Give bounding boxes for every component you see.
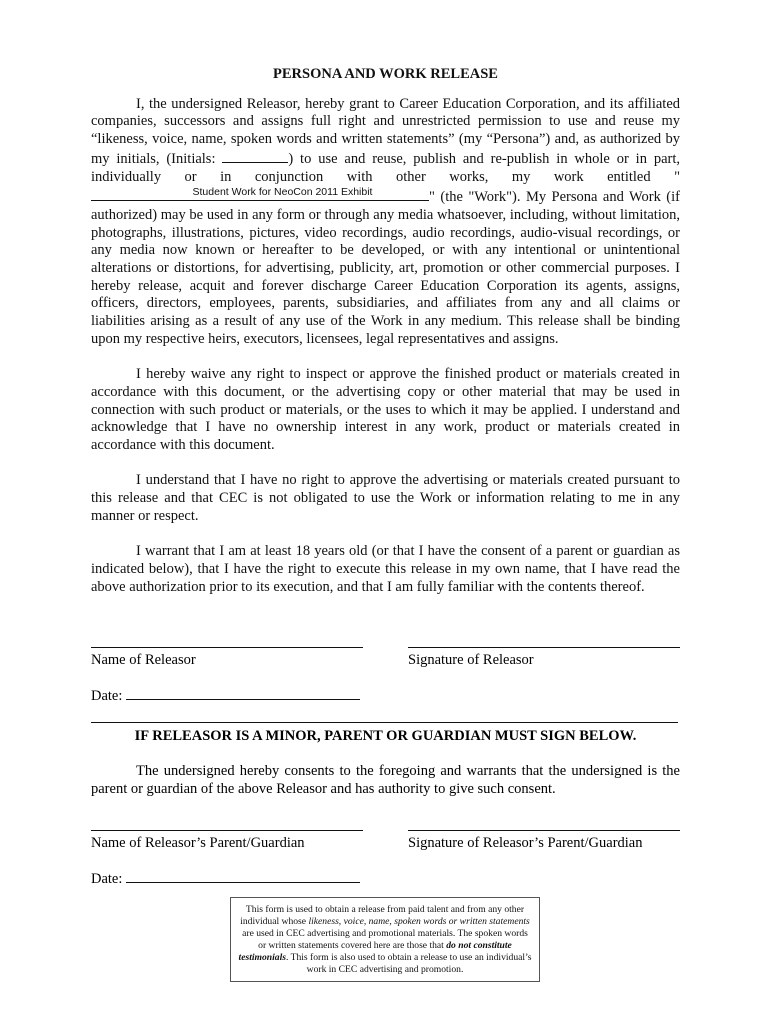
grant-text-1: I, the undersigned Releasor, hereby grant to Career Education Corporation, and its affiliated companies, successors and assigns full right and unrestricted permission to use and reuse my “likeness, voice, name, spoken words and written statements” (my “Persona”) and, as authorized by my initials, (Initials: bbox=[91, 95, 680, 167]
warranty-paragraph: I warrant that I am at least 18 years old (or that I have the consent of a parent or guardian as indicated below), that I have the right to execute this release in my own name, that I have read the above authorization prior to its execution, and that I am fully familiar with the contents thereof. bbox=[91, 543, 680, 595]
note-text-5: . This form is also used to obtain a release to use an individual’s work in CEC advertising and promotion. bbox=[285, 952, 532, 975]
section-divider bbox=[91, 722, 678, 723]
releasor-name-label: Name of Releasor bbox=[91, 652, 196, 668]
minor-heading: IF RELEASOR IS A MINOR, PARENT OR GUARDIAN MUST SIGN BELOW. bbox=[134, 728, 637, 744]
consent-paragraph: The undersigned hereby consents to the foregoing and warrants that the undersigned is the parent or guardian of the above Releasor and has authority to give such consent. bbox=[91, 763, 680, 797]
note-text-3: are used in CEC advertising and promotional materials. The spoken words or written statements covered here are those that bbox=[242, 928, 528, 951]
open-quote: " bbox=[674, 168, 680, 185]
note-text-4: do not constitute testimonials bbox=[238, 940, 512, 963]
releasor-signature-line[interactable] bbox=[408, 647, 680, 648]
guardian-name-line[interactable] bbox=[91, 830, 363, 831]
grant-text-3: " (the "Work"). My Persona and Work (if authorized) may be used in any form or through any media whatsoever, including, without limitation, photographs, illustrations, pictures, video recordings, audio recordings, audio-visual recordings, or any media now known or hereafter to be developed, or with any intentional or unintentional alterations or distortions, for advertising, publicity, art, promotion or other commercial purposes. I hereby release, acquit and forever discharge Career Education Corporation its agents, assigns, officers, directors, employees, parents, subsidiaries, and affiliates from any and all claims or liabilities arising as a result of any use of the Work in any medium. This release shall be binding upon my respective heirs, executors, licensees, legal representatives and assigns. bbox=[91, 189, 680, 347]
releasor-date-label: Date: bbox=[91, 688, 123, 704]
guardian-date-row bbox=[91, 869, 360, 888]
work-title-field[interactable] bbox=[91, 186, 429, 201]
grant-paragraph bbox=[91, 96, 680, 349]
release-form bbox=[91, 66, 680, 596]
releasor-name-block bbox=[91, 647, 363, 669]
guardian-signature-block bbox=[408, 830, 680, 852]
guardian-name-label: Name of Releasor’s Parent/Guardian bbox=[91, 835, 305, 851]
guardian-date-field[interactable] bbox=[126, 869, 360, 883]
grant-text-2: ) to use and reuse, publish and re-publish in whole or in part, individually or in conjunction with other works, my work entitled bbox=[91, 150, 680, 185]
waiver-paragraph: I hereby waive any right to inspect or approve the finished product or materials created in accordance with this document, or the advertising copy or other material that may be used in connection with such product or materials, or the uses to which it may be applied. I understand and acknowledge that I have no ownership interest in any work, product or materials created in accordance with this document. bbox=[91, 366, 680, 454]
guardian-signature-line[interactable] bbox=[408, 830, 680, 831]
note-text-2: likeness, voice, name, spoken words or written statements bbox=[308, 916, 530, 927]
releasor-name-line[interactable] bbox=[91, 647, 363, 648]
document-title: PERSONA AND WORK RELEASE bbox=[273, 66, 498, 82]
releasor-date-field[interactable] bbox=[126, 686, 360, 700]
guardian-signature-label: Signature of Releasor’s Parent/Guardian bbox=[408, 835, 643, 851]
usage-note-box bbox=[230, 897, 540, 982]
work-title-value: Student Work for NeoCon 2011 Exhibit bbox=[192, 186, 373, 199]
initials-field[interactable] bbox=[222, 149, 288, 163]
guardian-date-label: Date: bbox=[91, 871, 123, 887]
consent-block bbox=[91, 763, 680, 798]
releasor-date-row bbox=[91, 686, 360, 705]
releasor-signature-block bbox=[408, 647, 680, 669]
releasor-signature-label: Signature of Releasor bbox=[408, 652, 534, 668]
note-text-1: This form is used to obtain a release from paid talent and from any other individual whose bbox=[240, 904, 525, 927]
guardian-name-block bbox=[91, 830, 363, 852]
approval-paragraph: I understand that I have no right to approve the advertising or materials created pursuant to this release and that CEC is not obligated to use the Work or information relating to me in any manner or respect. bbox=[91, 472, 680, 524]
